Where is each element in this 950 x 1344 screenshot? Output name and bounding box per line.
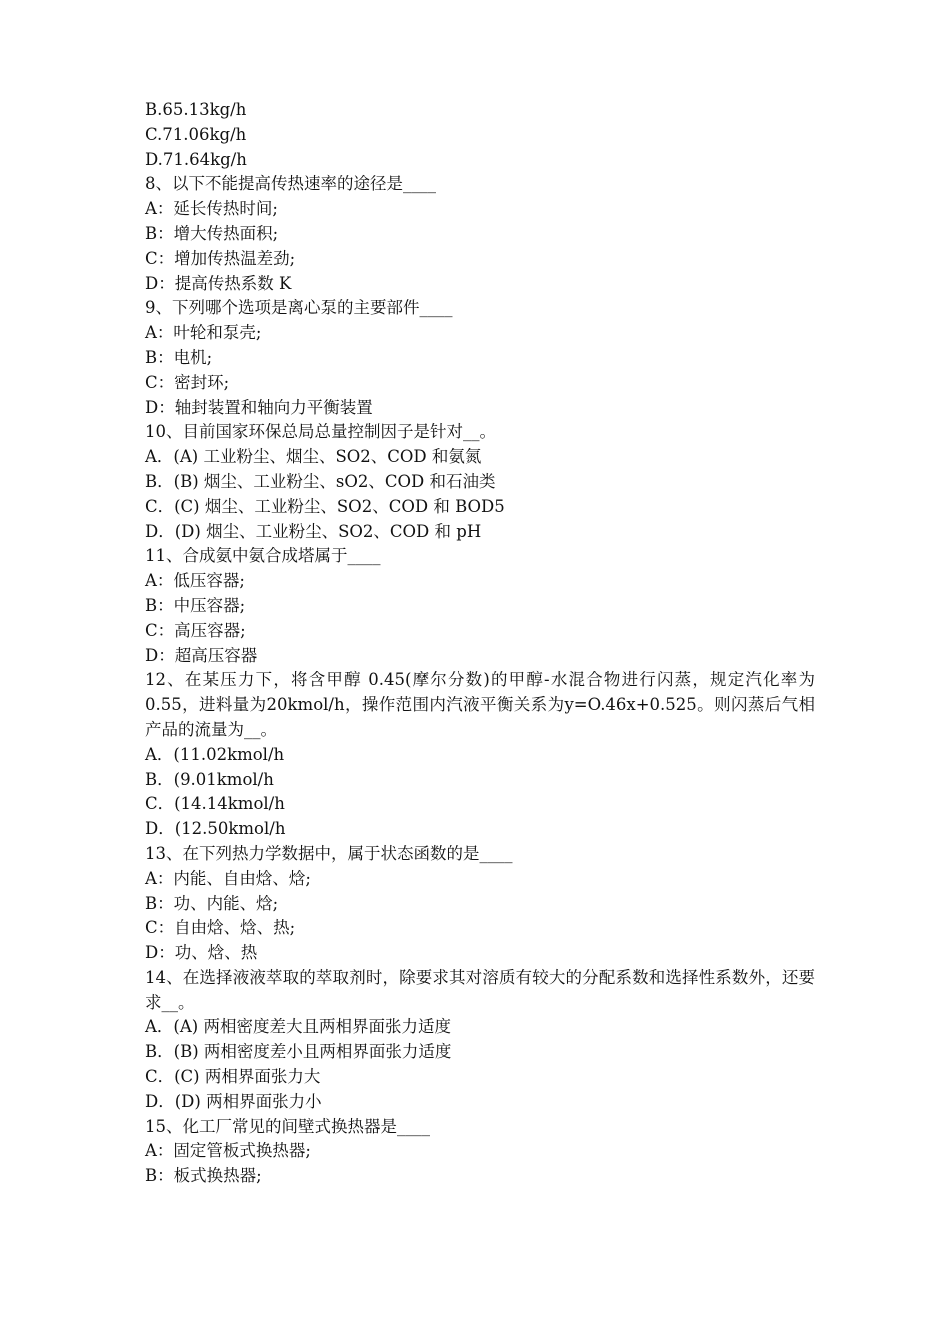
option-a-q8: A：延长传热时间; — [145, 199, 278, 219]
question-9: 9、下列哪个选项是离心泵的主要部件____ — [145, 298, 453, 318]
document-page — [145, 98, 815, 1189]
option-c-q13: C：自由焓、焓、热; — [145, 918, 296, 938]
option-b-q8: B：增大传热面积; — [145, 223, 279, 243]
option-a-q11: A：低压容器; — [145, 571, 245, 591]
option-b-q15: B：板式换热器; — [145, 1166, 262, 1186]
question-12: 12、在某压力下，将含甲醇 0.45(摩尔分数)的甲醇-水混合物进行闪蒸，规定汽化率为 0.55，进料量为20kmol/h，操作范围内汽液平衡关系为y=O.46x+0.525。则闪蒸后气相产品的流量为__。 — [145, 670, 815, 739]
option-b-q9: B：电机; — [145, 347, 213, 367]
question-10: 10、目前国家环保总局总量控制因子是针对__。 — [145, 422, 496, 442]
option-a-q13: A：内能、自由焓、焓; — [145, 868, 311, 888]
option-a-q12: A．(11.02kmol/h — [145, 744, 285, 764]
question-13: 13、在下列热力学数据中，属于状态函数的是____ — [145, 843, 513, 863]
option-d-q8: D：提高传热系数 K — [145, 273, 292, 293]
question-8: 8、以下不能提高传热速率的途径是____ — [145, 174, 436, 194]
option-c-q9: C：密封环; — [145, 372, 230, 392]
option-b-q14: B．(B) 两相密度差小且两相界面张力适度 — [145, 1042, 452, 1062]
option-c-q8: C：增加传热温差劲; — [145, 248, 296, 268]
option-d-q10: D．(D) 烟尘、工业粉尘、SO2、COD 和 pH — [145, 521, 482, 541]
option-c-q10: C．(C) 烟尘、工业粉尘、SO2、COD 和 BOD5 — [145, 496, 505, 516]
option-a-q14: A．(A) 两相密度差大且两相界面张力适度 — [145, 1017, 451, 1037]
option-d-q7: D.71.64kg/h — [145, 149, 247, 169]
option-a-q9: A：叶轮和泵壳; — [145, 323, 262, 343]
option-b-q11: B：中压容器; — [145, 595, 246, 615]
option-d-q9: D：轴封装置和轴向力平衡装置 — [145, 397, 373, 417]
option-b-q10: B．(B) 烟尘、工业粉尘、sO2、COD 和石油类 — [145, 471, 496, 491]
option-c-q12: C．(14.14kmol/h — [145, 794, 285, 814]
option-b-q7: B.65.13kg/h — [145, 100, 247, 119]
option-a-q10: A．(A) 工业粉尘、烟尘、SO2、COD 和氨氮 — [145, 447, 482, 467]
option-d-q14: D．(D) 两相界面张力小 — [145, 1091, 322, 1111]
option-b-q12: B．(9.01kmol/h — [145, 769, 274, 789]
option-c-q11: C：高压容器; — [145, 620, 246, 640]
option-d-q11: D：超高压容器 — [145, 645, 258, 665]
question-11: 11、合成氨中氨合成塔属于____ — [145, 546, 381, 566]
option-a-q15: A：固定管板式换热器; — [145, 1141, 311, 1161]
option-c-q7: C.71.06kg/h — [145, 124, 247, 144]
option-d-q12: D．(12.50kmol/h — [145, 819, 286, 839]
option-c-q14: C．(C) 两相界面张力大 — [145, 1067, 321, 1087]
question-14: 14、在选择液液萃取的萃取剂时，除要求其对溶质有较大的分配系数和选择性系数外，还要求__。 — [145, 967, 815, 1012]
question-15: 15、化工厂常见的间壁式换热器是____ — [145, 1116, 430, 1136]
option-b-q13: B：功、内能、焓; — [145, 893, 279, 913]
option-d-q13: D：功、焓、热 — [145, 943, 258, 963]
